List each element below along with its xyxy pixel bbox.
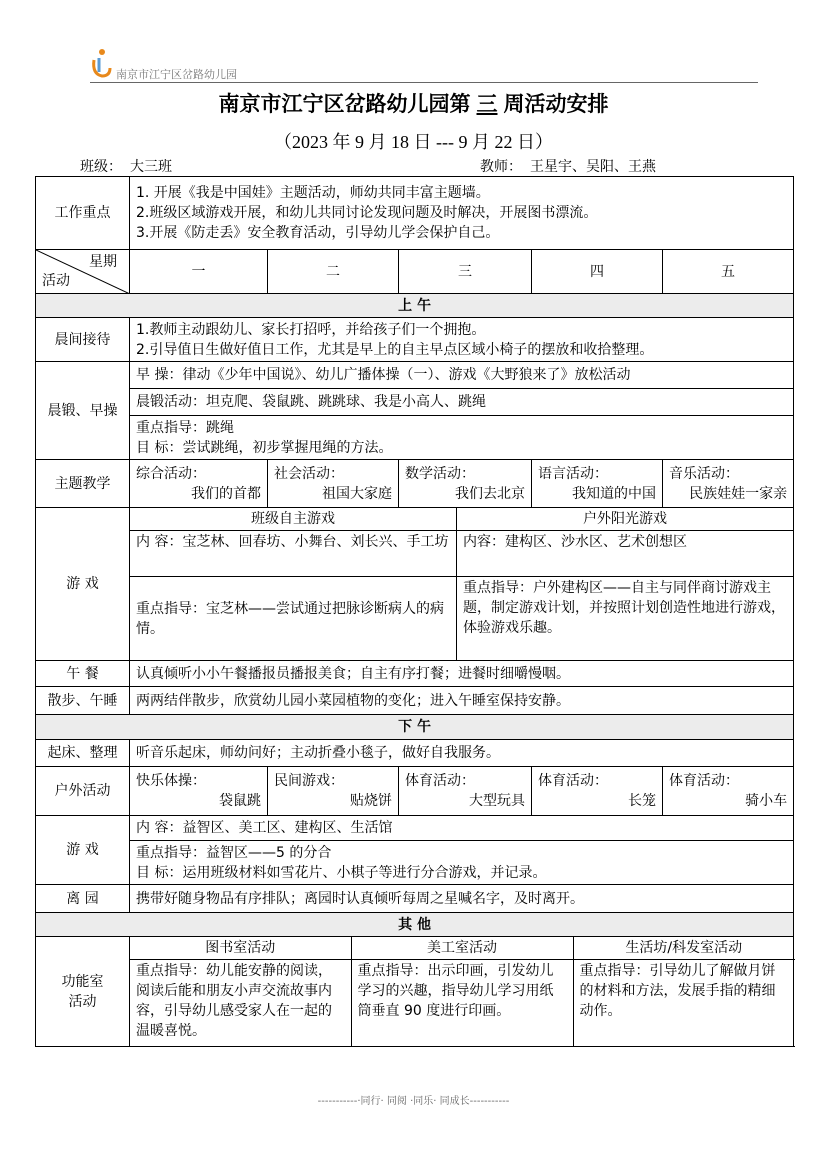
art-room-title: 美工室活动	[351, 937, 573, 959]
outdoor-item: 体育活动： 长笼	[532, 767, 663, 816]
morning-exercise: 早 操：律动《少年中国说》、幼儿广播体操（一）、游戏《大野狼来了》放松活动	[130, 362, 794, 389]
corner-cell: 星期 活动	[36, 250, 130, 294]
pm-games-row-2	[36, 841, 794, 885]
outdoor-item: 民间游戏： 贴烧饼	[268, 767, 399, 816]
theme-item: 数学活动： 我们去北京	[399, 460, 532, 508]
theme-item: 音乐活动： 民族娃娃一家亲	[663, 460, 794, 508]
games-right-title: 户外阳光游戏	[457, 508, 794, 531]
art-room-content: 重点指导：出示印画，引发幼儿学习的兴趣，指导幼儿学习用纸筒垂直 90 度进行印画。	[351, 960, 573, 1046]
kindergarten-logo-icon	[90, 46, 112, 78]
outdoor-item: 体育活动： 大型玩具	[399, 767, 532, 816]
exercise-row-2	[36, 389, 794, 416]
pm-games-content: 内 容：益智区、美工区、建构区、生活馆	[130, 816, 794, 841]
games-left-title: 班级自主游戏	[130, 508, 457, 531]
lunch-row	[36, 661, 794, 687]
life-room-title: 生活坊/科发室活动	[573, 937, 794, 959]
walk-label: 散步、午睡	[36, 687, 130, 715]
life-room-content: 重点指导：引导幼儿了解做月饼的材料和方法，发展手指的精细动作。	[573, 960, 794, 1046]
games-left-focus: 重点指导：宝芝林——尝试通过把脉诊断病人的病情。	[130, 577, 457, 661]
lunch-label: 午 餐	[36, 661, 130, 687]
theme-label: 主题教学	[36, 460, 130, 508]
games-content-row	[36, 531, 794, 577]
games-label: 游 戏	[36, 508, 130, 661]
theme-item: 语言活动： 我知道的中国	[532, 460, 663, 508]
class-value: 大三班	[122, 156, 193, 177]
outdoor-item: 快乐体操： 袋鼠跳	[130, 767, 268, 816]
theme-row	[36, 460, 794, 508]
leave-row	[36, 885, 794, 913]
pm-games-label: 游 戏	[36, 816, 130, 885]
afternoon-section	[36, 715, 794, 740]
morning-title: 上 午	[36, 294, 794, 318]
theme-item: 综合活动： 我们的首都	[130, 460, 268, 508]
leave-label: 离 园	[36, 885, 130, 913]
exercise-row-3	[36, 416, 794, 460]
reception-row	[36, 318, 794, 362]
week-number: 三	[476, 91, 498, 116]
function-label: 功能室 活动	[36, 937, 130, 1047]
schedule-table	[35, 176, 794, 1047]
theme-item: 社会活动： 祖国大家庭	[268, 460, 399, 508]
page-header	[90, 44, 758, 83]
day-thu: 四	[532, 250, 663, 294]
walk-row	[36, 687, 794, 715]
games-focus-row	[36, 577, 794, 661]
pm-games-row-1	[36, 816, 794, 841]
games-left-content: 内 容：宝芝林、回春坊、小舞台、刘长兴、手工坊	[130, 531, 457, 577]
page-title: 南京市江宁区岔路幼儿园第 三 周活动安排	[218, 91, 609, 116]
games-right-focus: 重点指导：户外建构区——自主与同伴商讨游戏主题，制定游戏计划，并按照计划创造性地进行游戏，体验游戏乐趣。	[457, 577, 794, 661]
reception-content: 1.教师主动跟幼儿、家长打招呼，并给孩子们一个拥抱。 2.引导值日生做好值日工作，尤其是早上的自主早点区域小椅子的摆放和收拾整理。	[130, 318, 794, 362]
morning-section	[36, 294, 794, 318]
logo-text: 南京市江宁区岔路幼儿园	[116, 68, 237, 81]
page-footer: -----------·同行· 同阅 ·同乐· 同成长-----------	[317, 1096, 510, 1107]
games-right-content: 内容：建构区、沙水区、艺术创想区	[457, 531, 794, 577]
day-mon: 一	[130, 250, 268, 294]
morning-activities: 晨锻活动：坦克爬、袋鼠跳、跳跳球、我是小高人、跳绳	[130, 389, 794, 416]
wake-label: 起床、整理	[36, 740, 130, 767]
wake-content: 听音乐起床，师幼问好；主动折叠小毯子，做好自我服务。	[130, 740, 794, 767]
outdoor-label: 户外活动	[36, 767, 130, 816]
focus-content: 1. 开展《我是中国娃》主题活动，师幼共同丰富主题墙。 2.班级区域游戏开展，和幼儿共同讨论发现问题及时解决，开展图书漂流。 3.开展《防走丢》安全教育活动，引导幼儿学会保护自己。	[130, 177, 794, 250]
days-header-row	[36, 250, 794, 294]
class-info: 班级： 大三班	[80, 156, 193, 177]
teacher-info: 教师： 王星宇、吴阳、王燕	[480, 156, 696, 177]
day-fri: 五	[663, 250, 794, 294]
exercise-label: 晨锻、早操	[36, 362, 130, 460]
day-tue: 二	[268, 250, 399, 294]
focus-label: 工作重点	[36, 177, 130, 250]
day-wed: 三	[399, 250, 532, 294]
walk-content: 两两结伴散步，欣赏幼儿园小菜园植物的变化；进入午睡室保持安静。	[130, 687, 794, 715]
wake-row	[36, 740, 794, 767]
function-title-row	[36, 937, 794, 960]
outdoor-row	[36, 767, 794, 816]
focus-row	[36, 177, 794, 250]
leave-content: 携带好随身物品有序排队；离园时认真倾听每周之星喊名字，及时离开。	[130, 885, 794, 913]
function-content-row	[36, 960, 794, 1047]
library-content: 重点指导：幼儿能安静的阅读，阅读后能和朋友小声交流故事内容，引导幼儿感受家人在一起的温暖喜悦。	[130, 960, 351, 1046]
pm-games-focus: 重点指导：益智区——5 的分合 目 标：运用班级材料如雪花片、小棋子等进行分合游戏，并记录。	[130, 841, 794, 885]
date-range: （2023 年 9 月 18 日 --- 9 月 22 日）	[274, 132, 553, 152]
exercise-focus: 重点指导：跳绳 目 标：尝试跳绳，初步掌握甩绳的方法。	[130, 416, 794, 460]
lunch-content: 认真倾听小小午餐播报员播报美食；自主有序打餐；进餐时细嚼慢咽。	[130, 661, 794, 687]
other-section	[36, 913, 794, 937]
afternoon-title: 下 午	[36, 715, 794, 740]
reception-label: 晨间接待	[36, 318, 130, 362]
games-title-row	[36, 508, 794, 531]
exercise-row-1	[36, 362, 794, 389]
teacher-value: 王星宇、吴阳、王燕	[522, 156, 696, 177]
other-title: 其 他	[36, 913, 794, 937]
library-title: 图书室活动	[130, 937, 351, 959]
outdoor-item: 体育活动： 骑小车	[663, 767, 794, 816]
